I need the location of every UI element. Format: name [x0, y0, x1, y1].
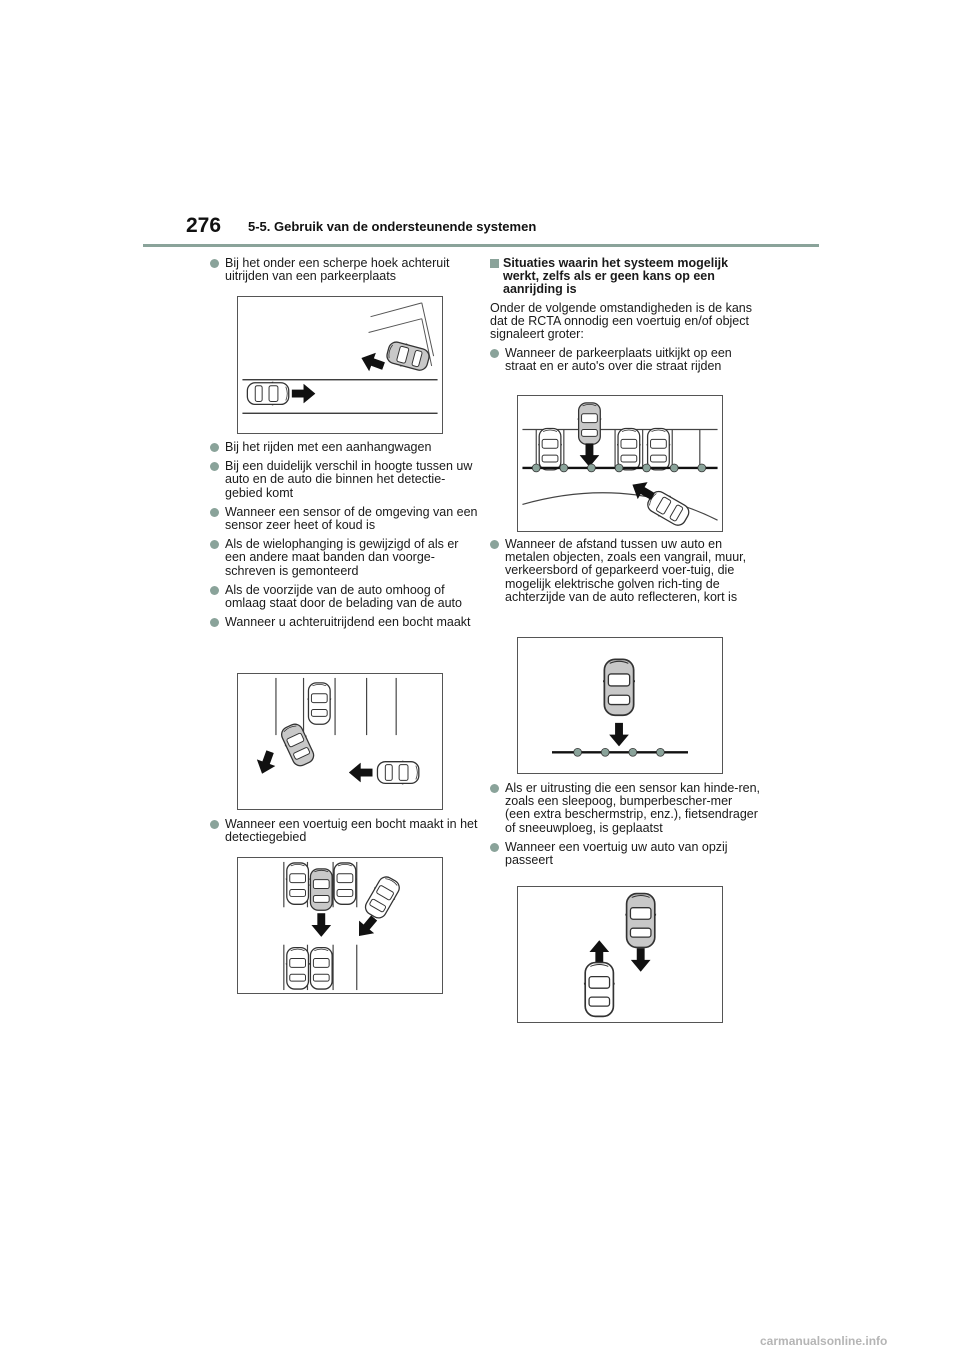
bullet-text: Bij het rijden met een aanhangwagen — [225, 440, 432, 454]
right-column — [490, 257, 760, 380]
bullet-height-difference — [210, 460, 480, 500]
fig-passing-vehicle — [517, 886, 723, 1023]
bullet-dot-icon — [210, 540, 219, 549]
bullet-vehicle-turning — [210, 818, 480, 844]
fig-passing-vehicle-drawing — [518, 887, 722, 1022]
bullet-dot-icon — [490, 540, 499, 549]
bullet-text: Als er uitrusting die een sensor kan hinde-ren, zoals een sleepoog, bumperbescher-mer (een extra beschermstrip, enz.), fietsendrager of sneeuwploeg, is geplaatst — [505, 781, 761, 835]
left-column-last — [210, 818, 480, 850]
bullet-suspension — [210, 538, 480, 578]
bullet-load — [210, 584, 480, 610]
fig-turning-reverse — [237, 673, 443, 810]
bullet-sensor-temperature — [210, 506, 480, 532]
bullet-text: Wanneer de parkeerplaats uitkijkt op een straat en er auto's over die straat rijden — [505, 346, 732, 374]
bullet-trailer — [210, 441, 480, 454]
bullet-text: Wanneer een sensor of de omgeving van een sensor zeer heet of koud is — [225, 504, 478, 533]
fig-parking-street-drawing — [518, 396, 722, 531]
bullet-angled-exit — [210, 257, 480, 283]
bullet-dot-icon — [210, 443, 219, 452]
watermark: carmanualsonline.info — [760, 1334, 888, 1348]
bullet-text: Wanneer de afstand tussen uw auto en metalen objecten, zoals een vangrail, muur, verkeersbord of geparkeerd voer-tuig, die mogelijk elektrische golven rich-ting de achterzijde van de auto reflecteren, kort is — [505, 537, 747, 604]
situations-heading — [490, 257, 760, 297]
bullet-text: Als de wielophanging is gewijzigd of als er een andere maat banden dan voorge-schreven is gemonteerd — [225, 537, 459, 578]
bullet-dot-icon — [490, 843, 499, 852]
bullet-text: Wanneer u achteruitrijdend een bocht maakt — [225, 615, 471, 630]
bullet-metal-objects — [490, 538, 760, 604]
bullet-dot-icon — [210, 508, 219, 517]
bullet-dot-icon — [210, 618, 219, 627]
right-column-middle — [490, 538, 760, 610]
bullet-dot-icon — [210, 462, 219, 471]
bullet-text: Bij een duidelijk verschil in hoogte tussen uw auto en de auto die binnen het detectie-gebied komt — [225, 459, 473, 500]
section-title: 5-5. Gebruik van de ondersteunende systemen — [248, 219, 537, 234]
fig-metal-object-drawing — [518, 638, 722, 773]
intro-paragraph: Onder de volgende omstandigheden is de kans dat de RCTA onnodig een voertuig en/of object signaleert groter: — [490, 300, 752, 342]
bullet-dot-icon — [210, 586, 219, 595]
heading-square-icon — [490, 259, 499, 268]
left-column — [210, 257, 480, 289]
fig-angled-exit — [237, 296, 443, 434]
bullet-text: Bij het onder een scherpe hoek achteruit uitrijden van een parkeerplaats — [225, 256, 450, 284]
heading-text: Situaties waarin het systeem mogelijk werkt, zelfs als er geen kans op een aanrijding is — [503, 256, 729, 297]
fig-metal-object — [517, 637, 723, 774]
bullet-equipment — [490, 782, 760, 835]
fig-vehicle-turning — [237, 857, 443, 994]
header-divider — [143, 244, 819, 247]
right-column-bottom — [490, 782, 760, 873]
bullet-dot-icon — [210, 259, 219, 268]
bullet-passing-vehicle — [490, 841, 760, 867]
fig-parking-street — [517, 395, 723, 532]
bullet-reverse-turn — [210, 616, 480, 629]
bullet-text: Als de voorzijde van de auto omhoog of omlaag staat door de belading van de auto — [225, 582, 462, 611]
bullet-dot-icon — [490, 784, 499, 793]
fig-turning-reverse-drawing — [238, 674, 442, 809]
bullet-text: Wanneer een voertuig uw auto van opzij passeert — [505, 839, 728, 868]
bullet-parking-street — [490, 347, 760, 373]
page-number: 276 — [186, 214, 222, 237]
left-column-list — [210, 441, 480, 635]
bullet-dot-icon — [210, 820, 219, 829]
bullet-dot-icon — [490, 349, 499, 358]
bullet-text: Wanneer een voertuig een bocht maakt in het detectiegebied — [225, 817, 478, 845]
fig-angled-exit-drawing — [238, 297, 442, 433]
fig-vehicle-turning-drawing — [238, 858, 442, 993]
